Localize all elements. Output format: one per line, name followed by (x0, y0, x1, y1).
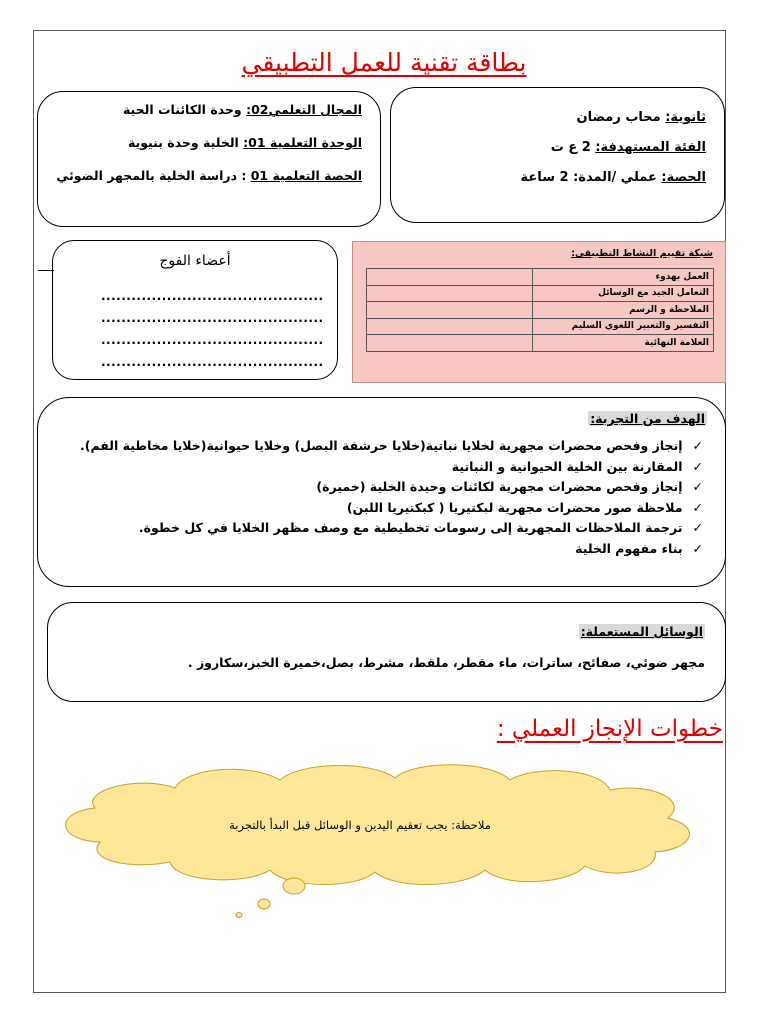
check-icon: ✓ (692, 540, 703, 556)
goal-text: ترجمة الملاحظات المجهرية إلى رسومات تخطيطية مع وصف مظهر الخلايا في كل خطوة. (138, 520, 683, 535)
tools-text: مجهر ضوئي، صفائح، ساترات، ماء مقطر، ملقط، مشرط، بصل،خميرة الخبز،سكاروز . (187, 655, 705, 670)
check-icon: ✓ (692, 499, 703, 515)
class-label: الفئة المستهدفة: (595, 140, 706, 155)
lesson-label: الحصة التعلمية 01 (250, 168, 362, 183)
member-line-3[interactable]: ............................................ (101, 333, 324, 347)
page-title: بطاقة تقنية للعمل التطبيقي (241, 48, 527, 77)
criterion-cell: التعامل الجيد مع الوسائل (533, 285, 714, 302)
criterion-cell: الملاحظة و الرسم (533, 302, 714, 319)
group-title: أعضاء الفوج (159, 253, 231, 269)
evaluation-title: شبكة تقييم النشاط التطبيقي: (571, 248, 713, 259)
school-label: ثانوية: (665, 110, 706, 125)
domain-value: وحدة الكائنات الحية (122, 102, 247, 117)
goal-text: إنجاز وفحص محضرات مجهرية لخلايا نباتية(خلايا حرشفة البصل) وخلايا حيوانية(خلايا مخاطية الفم). (80, 438, 683, 453)
check-icon: ✓ (692, 479, 703, 494)
tools-heading: الوسائل المستعملة: (580, 624, 703, 639)
check-icon: ✓ (692, 520, 703, 535)
member-line-1[interactable]: ............................................ (101, 289, 324, 303)
lesson-value: : دراسة الخلية بالمجهر الضوئي (56, 168, 251, 183)
class-value: 2 ع ت (550, 140, 596, 155)
goal-text: بناء مفهوم الخلية (575, 540, 683, 556)
cloud-bubble-small (236, 913, 242, 918)
steps-heading: خطوات الإنجاز العملي : (496, 716, 723, 742)
goal-text: إنجاز وفحص محضرات مجهرية لكائنات وحيدة الخلية (خميرة) (316, 479, 683, 494)
criterion-cell: التفسير والتعبير اللغوي السليم (533, 318, 714, 335)
member-line-4[interactable]: ............................................ (101, 355, 324, 369)
check-icon: ✓ (692, 458, 703, 474)
domain-label: المجال التعلمي02: (246, 102, 362, 117)
unit-label: الوحدة التعلمية 01: (243, 135, 362, 150)
cloud-bubble-medium (258, 899, 270, 909)
school-value: محاب رمضان (576, 110, 666, 125)
criterion-cell: العلامة النهائية (533, 335, 714, 352)
session-label: الحصة: (661, 170, 706, 185)
cloud-bubble-large (283, 878, 305, 894)
criterion-cell: العمل بهدوء (533, 269, 714, 286)
goals-heading: الهدف من التجربة: (590, 411, 705, 426)
note-text: ملاحظة: يجب تعقيم اليدين و الوسائل قبل البدأ بالتجربة (229, 818, 491, 832)
member-line-2[interactable]: ............................................ (101, 311, 324, 325)
unit-value: الخلية وحدة بنيوية (127, 135, 244, 150)
check-icon: ✓ (692, 438, 703, 453)
goal-text: المقارنة بين الخلية الحيوانية و النباتية (451, 458, 683, 474)
goal-text: ملاحظة صور محضرات مجهرية لبكتيريا ( كبكتيريا اللبن) (346, 499, 683, 515)
session-value: عملي /المدة: 2 ساعة (520, 170, 662, 185)
